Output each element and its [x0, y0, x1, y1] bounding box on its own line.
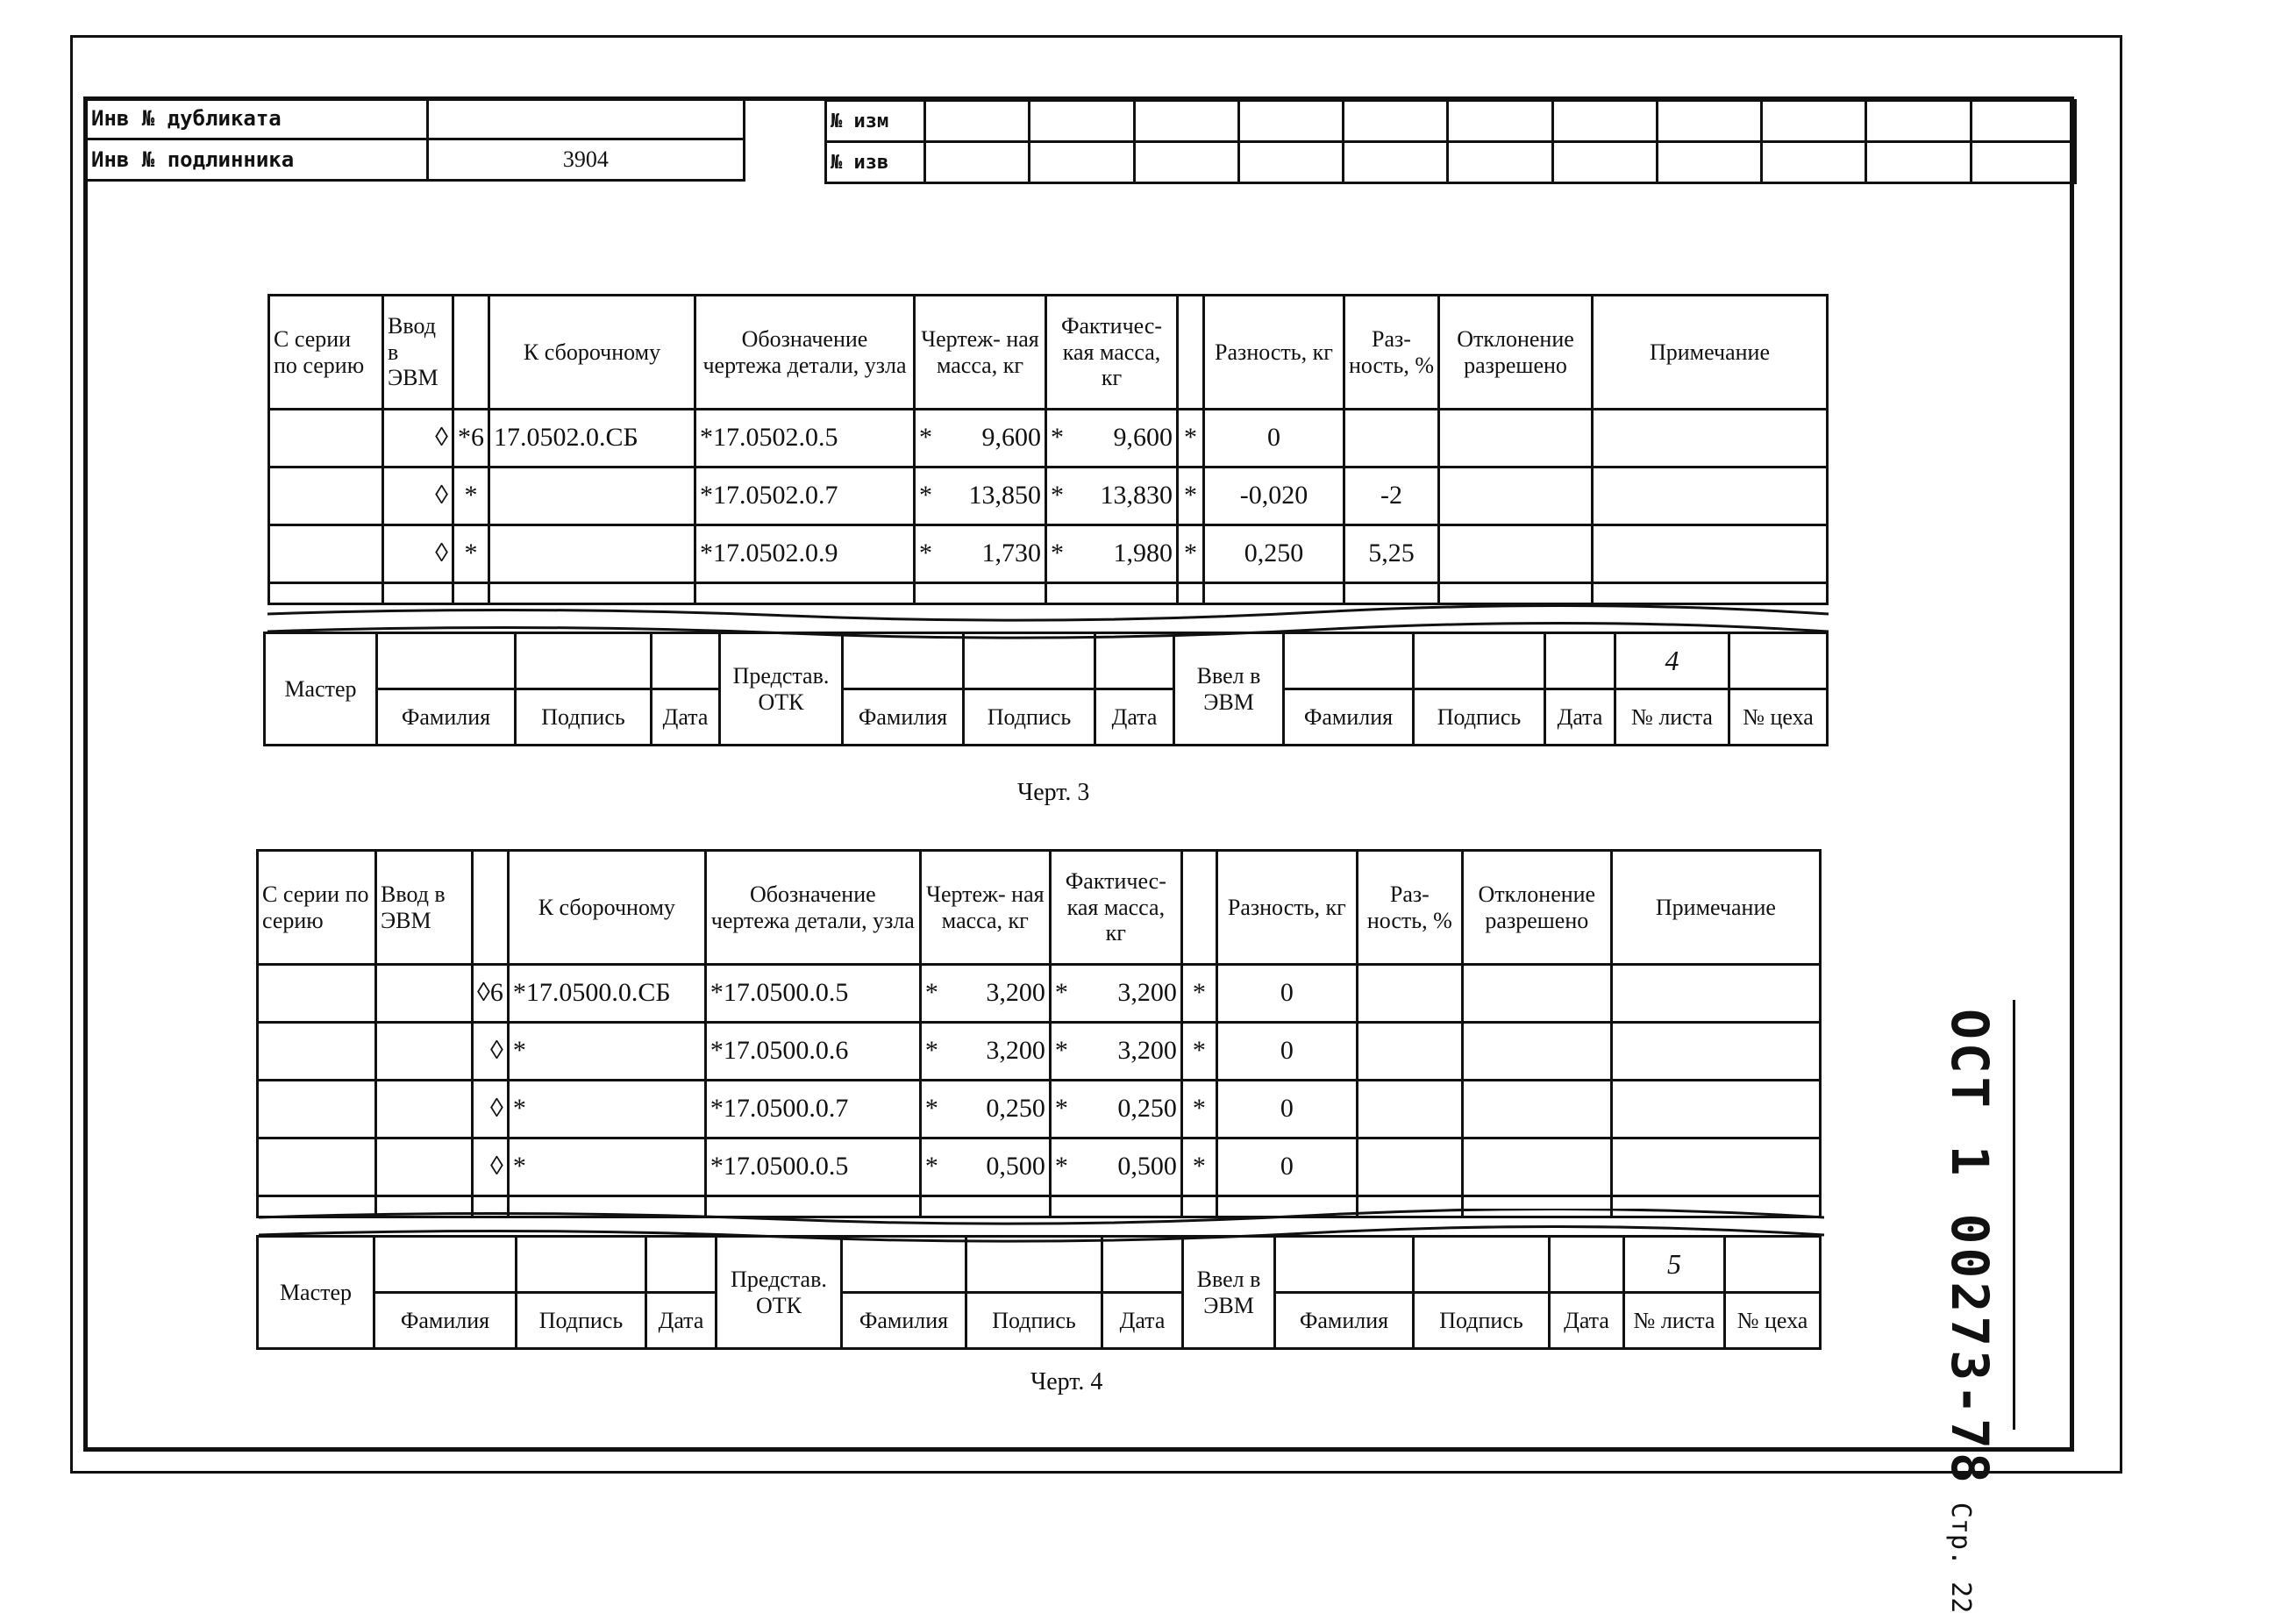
asterisk-icon: *	[700, 481, 713, 510]
asterisk-icon: *	[924, 1152, 938, 1181]
col-from-series: С серии по серию	[269, 296, 383, 410]
drawing-mass-cell: 0,250	[986, 1094, 1045, 1124]
col-to-assembly: К сборочному	[508, 851, 705, 965]
table-row	[269, 525, 1828, 583]
asterisk-icon: *	[512, 978, 526, 1008]
diff-kg-cell: 0	[1204, 410, 1344, 467]
table-row	[269, 467, 1828, 525]
asterisk-icon: *	[919, 423, 932, 453]
actual-mass-cell: 13,830	[1100, 481, 1173, 510]
drawing-mass-cell: 0,500	[986, 1152, 1045, 1181]
signature-label: Подпись	[1414, 1293, 1550, 1349]
master-label: Мастер	[258, 1237, 374, 1349]
col-from-series: С серии по серию	[258, 851, 376, 965]
designation-cell: 17.0502.0.5	[713, 423, 838, 453]
diff-pct-cell: 5,25	[1344, 525, 1439, 583]
signature-label: Подпись	[964, 689, 1095, 746]
change-block	[824, 99, 2077, 184]
signature-block-4	[256, 1235, 1822, 1350]
asterisk-icon: *	[709, 1094, 724, 1124]
page-number: Стр. 22	[1945, 1502, 1976, 1613]
row-number: 6	[489, 978, 503, 1008]
diff-pct-cell	[1357, 1023, 1462, 1081]
col-drawing-mass: Чертеж- ная масса, кг	[920, 851, 1050, 965]
actual-mass-cell: 0,500	[1117, 1152, 1177, 1181]
entered-label: Ввел в ЭВМ	[1174, 633, 1284, 746]
designation-cell: 17.0502.0.9	[713, 539, 838, 568]
asterisk-icon: *	[1184, 481, 1197, 510]
designation-cell: 17.0500.0.6	[723, 1036, 849, 1066]
assembly-cell	[489, 467, 695, 525]
col-actual-mass: Фактичес- кая масса, кг	[1050, 851, 1181, 965]
surname-label: Фамилия	[374, 1293, 517, 1349]
diff-kg-cell: 0	[1216, 965, 1357, 1023]
diamond-icon: ◊	[435, 423, 448, 453]
signature-label: Подпись	[516, 689, 652, 746]
sheet-label: № листа	[1624, 1293, 1725, 1349]
date-label: Дата	[1545, 689, 1615, 746]
asterisk-icon: *	[512, 1036, 526, 1066]
diff-kg-cell: 0	[1216, 1081, 1357, 1138]
actual-mass-cell: 0,250	[1117, 1094, 1177, 1124]
col-designation: Обозначение чертежа детали, узла	[695, 296, 915, 410]
row-number: 6	[471, 423, 484, 453]
diff-kg-cell: 0	[1216, 1138, 1357, 1196]
diff-pct-cell	[1357, 1138, 1462, 1196]
table-row	[258, 1138, 1821, 1196]
col-diff-kg: Разность, кг	[1216, 851, 1357, 965]
table-row	[258, 965, 1821, 1023]
asterisk-icon: *	[919, 539, 932, 568]
surname-label: Фамилия	[842, 1293, 966, 1349]
surname-label: Фамилия	[377, 689, 516, 746]
table-row	[258, 1023, 1821, 1081]
diamond-icon: ◊	[490, 1036, 503, 1066]
asterisk-icon: *	[1192, 1094, 1206, 1124]
date-label: Дата	[1102, 1293, 1183, 1349]
asterisk-icon: *	[1184, 423, 1197, 453]
diamond-icon: ◊	[435, 539, 448, 568]
date-label: Дата	[652, 689, 720, 746]
actual-mass-cell: 3,200	[1117, 1036, 1177, 1066]
asterisk-icon: *	[1054, 1094, 1068, 1124]
date-label: Дата	[646, 1293, 717, 1349]
diff-kg-cell: -0,020	[1204, 467, 1344, 525]
otk-label: Представ. ОТК	[717, 1237, 842, 1349]
asterisk-icon: *	[1054, 978, 1068, 1008]
drawing-mass-cell: 1,730	[981, 539, 1041, 568]
assembly-cell: 17.0502.0.СБ	[489, 410, 695, 467]
asterisk-icon: *	[1051, 539, 1064, 568]
drawing-mass-cell: 3,200	[986, 1036, 1045, 1066]
vertical-rule	[2013, 1000, 2015, 1430]
drawing-mass-cell: 13,850	[968, 481, 1041, 510]
asterisk-icon: *	[1192, 1152, 1206, 1181]
orig-value: 3904	[427, 139, 744, 181]
asterisk-icon: *	[1051, 423, 1064, 453]
diff-kg-cell: 0	[1216, 1023, 1357, 1081]
master-label: Мастер	[265, 633, 377, 746]
asterisk-icon: *	[512, 1152, 526, 1181]
orig-label: Инв № подлинника	[87, 139, 428, 181]
assembly-cell	[489, 525, 695, 583]
mass-table-4	[256, 849, 1822, 1218]
notice-label: № изв	[826, 142, 925, 183]
shop-label: № цеха	[1729, 689, 1828, 746]
actual-mass-cell: 3,200	[1117, 978, 1177, 1008]
diamond-icon: ◊	[490, 1094, 503, 1124]
asterisk-icon: *	[1192, 978, 1206, 1008]
caption-chart-3: Черт. 3	[1017, 779, 1090, 806]
asterisk-icon: *	[1192, 1036, 1206, 1066]
col-note: Примечание	[1593, 296, 1828, 410]
asterisk-icon: *	[1184, 539, 1197, 568]
change-label: № изм	[826, 101, 925, 142]
sheet-number: 4	[1615, 633, 1729, 689]
asterisk-icon: *	[1054, 1152, 1068, 1181]
designation-cell: 17.0500.0.5	[723, 978, 849, 1008]
col-input-evm: Ввод в ЭВМ	[383, 296, 453, 410]
asterisk-icon: *	[924, 978, 938, 1008]
asterisk-icon: *	[924, 1036, 938, 1066]
surname-label: Фамилия	[843, 689, 964, 746]
col-deviation: Отклонение разрешено	[1439, 296, 1593, 410]
designation-cell: 17.0500.0.7	[723, 1094, 849, 1124]
diamond-icon: ◊	[490, 1152, 503, 1181]
actual-mass-cell: 1,980	[1113, 539, 1173, 568]
asterisk-icon: *	[458, 423, 471, 453]
standard-designation	[1940, 1009, 2000, 1613]
asterisk-icon: *	[709, 1036, 724, 1066]
signature-label: Подпись	[517, 1293, 646, 1349]
designation-cell: 17.0500.0.5	[723, 1152, 849, 1181]
actual-mass-cell: 9,600	[1113, 423, 1173, 453]
asterisk-icon: *	[700, 539, 713, 568]
col-diff-pct: Раз- ность, %	[1344, 296, 1439, 410]
diff-pct-cell	[1344, 410, 1439, 467]
col-diff-pct: Раз- ность, %	[1357, 851, 1462, 965]
col-designation: Обозначение чертежа детали, узла	[705, 851, 920, 965]
col-actual-mass: Фактичес- кая масса, кг	[1046, 296, 1178, 410]
signature-label: Подпись	[966, 1293, 1102, 1349]
mass-table-3	[267, 294, 1829, 605]
col-to-assembly: К сборочному	[489, 296, 695, 410]
dup-label: Инв № дубликата	[87, 98, 428, 139]
asterisk-icon: *	[464, 481, 478, 510]
date-label: Дата	[1095, 689, 1174, 746]
date-label: Дата	[1550, 1293, 1624, 1349]
signature-label: Подпись	[1414, 689, 1545, 746]
table-row	[258, 1081, 1821, 1138]
diff-pct-cell	[1357, 1081, 1462, 1138]
asterisk-icon: *	[512, 1094, 526, 1124]
col-input-evm: Ввод в ЭВМ	[376, 851, 473, 965]
diamond-icon: ◊	[435, 481, 448, 510]
caption-chart-4: Черт. 4	[1030, 1368, 1103, 1395]
sheet-number: 5	[1624, 1237, 1725, 1293]
inventory-block	[85, 96, 745, 182]
asterisk-icon: *	[1051, 481, 1064, 510]
dup-value	[427, 98, 744, 139]
asterisk-icon: *	[919, 481, 932, 510]
diff-pct-cell	[1357, 965, 1462, 1023]
table-row	[269, 410, 1828, 467]
col-drawing-mass: Чертеж- ная масса, кг	[915, 296, 1046, 410]
sheet-label: № листа	[1615, 689, 1729, 746]
asterisk-icon: *	[464, 539, 478, 568]
col-deviation: Отклонение разрешено	[1462, 851, 1611, 965]
surname-label: Фамилия	[1284, 689, 1414, 746]
asterisk-icon: *	[709, 1152, 724, 1181]
entered-label: Ввел в ЭВМ	[1183, 1237, 1275, 1349]
signature-block-3	[263, 632, 1829, 746]
designation-cell: 17.0502.0.7	[713, 481, 838, 510]
drawing-mass-cell: 3,200	[986, 978, 1045, 1008]
diff-pct-cell: -2	[1344, 467, 1439, 525]
drawing-mass-cell: 9,600	[981, 423, 1041, 453]
asterisk-icon: *	[700, 423, 713, 453]
col-note: Примечание	[1611, 851, 1820, 965]
asterisk-icon: *	[924, 1094, 938, 1124]
standard-number: ОСТ 1 00273-78	[1940, 1009, 2000, 1487]
otk-label: Представ. ОТК	[720, 633, 843, 746]
asterisk-icon: *	[1054, 1036, 1068, 1066]
diff-kg-cell: 0,250	[1204, 525, 1344, 583]
surname-label: Фамилия	[1275, 1293, 1414, 1349]
shop-label: № цеха	[1725, 1293, 1821, 1349]
assembly-cell: 17.0500.0.СБ	[525, 978, 671, 1008]
col-diff-kg: Разность, кг	[1204, 296, 1344, 410]
asterisk-icon: *	[709, 978, 724, 1008]
diamond-icon: ◊	[477, 978, 490, 1008]
